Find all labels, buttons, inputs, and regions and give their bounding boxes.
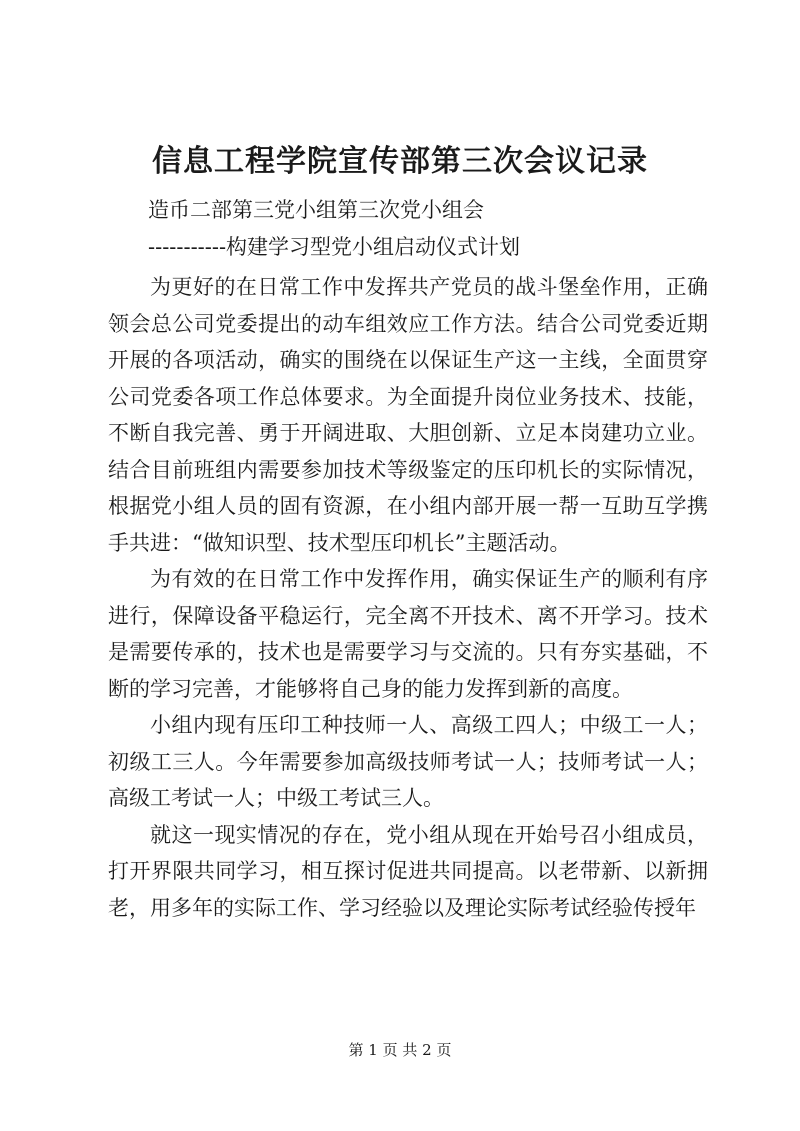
- paragraph-2: 为有效的在日常工作中发挥作用，确实保证生产的顺利有序进行，保障设备平稳运行，完全离不开技术、离不开学习。技术是需要传承的，技术也是需要学习与交流的。只有夯实基础，不断的学习完善，才能够将自己身的能力发挥到新的高度。: [108, 567, 708, 701]
- paragraph-1: 为更好的在日常工作中发挥共产党员的战斗堡垒作用，正确领会总公司党委提出的动车组效应工作方法。结合公司党委近期开展的各项活动，确实的围绕在以保证生产这一主线，全面贯穿公司党委各项工作总体要求。为全面提升岗位业务技术、技能，不断自我完善、勇于开阔进取、大胆创新、立足本岗建功立业。结合目前班组内需要参加技术等级鉴定的压印机长的实际情况，根据党小组人员的固有资源，在小组内部开展一帮一互助互学携手共进：“做知识型、技术型压印机长”主题活动。: [108, 275, 708, 555]
- paragraph-3: 小组内现有压印工种技师一人、高级工四人；中级工一人；初级工三人。今年需要参加高级技师考试一人；技师考试一人；高级工考试一人；中级工考试三人。: [108, 713, 708, 810]
- document-subtitle: 造币二部第三党小组第三次党小组会: [148, 198, 484, 222]
- page-footer: 第 1 页 共 2 页: [348, 1041, 452, 1059]
- document-body: [108, 269, 708, 926]
- paragraph-4: 就这一现实情况的存在，党小组从现在开始号召小组成员，打开界限共同学习，相互探讨促进共同提高。以老带新、以新拥老，用多年的实际工作、学习经验以及理论实际考试经验传授年: [108, 822, 708, 920]
- document-subtitle-plan: -----------构建学习型党小组启动仪式计划: [148, 235, 521, 259]
- document-title: 信息工程学院宣传部第三次会议记录: [152, 144, 648, 179]
